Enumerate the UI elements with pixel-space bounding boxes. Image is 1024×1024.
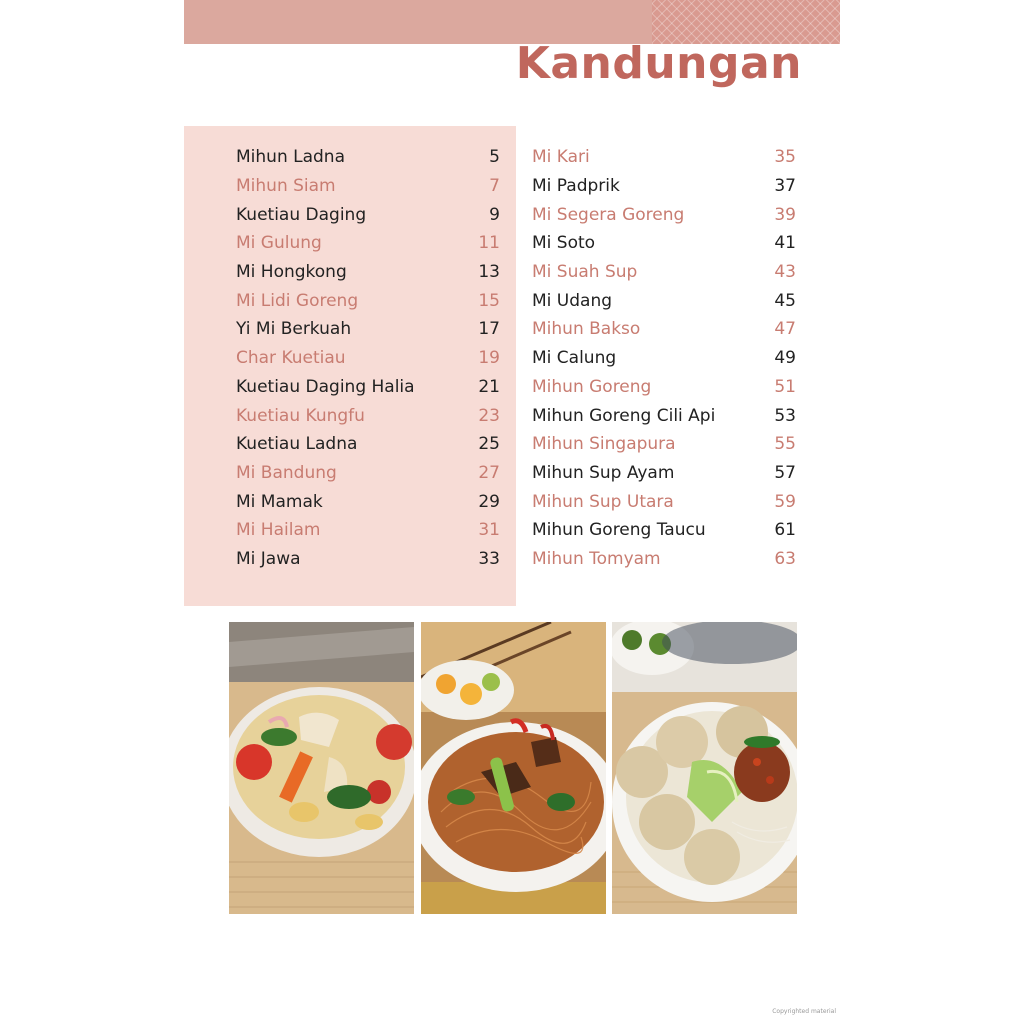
contents-entry <box>532 172 796 201</box>
entry-page: 47 <box>774 319 796 340</box>
contents-entry <box>236 286 500 315</box>
contents-entry <box>236 344 500 373</box>
contents-entry <box>532 373 796 402</box>
contents-entry <box>236 143 500 172</box>
contents-entry <box>532 459 796 488</box>
entry-page: 57 <box>774 462 796 483</box>
entry-page: 35 <box>774 147 796 168</box>
entry-page: 39 <box>774 204 796 225</box>
entry-name: Mi Kari <box>532 147 590 168</box>
entry-page: 41 <box>774 233 796 254</box>
entry-name: Mihun Goreng <box>532 376 652 397</box>
contents-entry <box>236 229 500 258</box>
entry-page: 5 <box>489 147 500 168</box>
entry-name: Kuetiau Daging <box>236 204 367 225</box>
contents-entry <box>236 200 500 229</box>
contents-column-right <box>532 143 796 573</box>
entry-page: 15 <box>478 290 500 311</box>
entry-page: 53 <box>774 405 796 426</box>
contents-entry <box>532 430 796 459</box>
entry-name: Mi Hailam <box>236 520 321 541</box>
contents-entry <box>532 315 796 344</box>
contents-entry <box>236 545 500 574</box>
entry-name: Mi Lidi Goreng <box>236 290 359 311</box>
contents-entry <box>532 286 796 315</box>
entry-name: Mihun Siam <box>236 176 336 197</box>
entry-page: 17 <box>478 319 500 340</box>
entry-name: Mi Udang <box>532 290 613 311</box>
entry-page: 19 <box>478 348 500 369</box>
entry-page: 27 <box>478 462 500 483</box>
entry-name: Kuetiau Kungfu <box>236 405 365 426</box>
entry-page: 23 <box>478 405 500 426</box>
entry-name: Mihun Bakso <box>532 319 641 340</box>
entry-page: 13 <box>478 262 500 283</box>
fried-noodle-photo <box>421 622 606 914</box>
contents-entry <box>532 143 796 172</box>
contents-column-left <box>236 143 500 573</box>
entry-page: 21 <box>478 376 500 397</box>
contents-entry <box>236 459 500 488</box>
entry-name: Mi Jawa <box>236 548 301 569</box>
entry-name: Mi Hongkong <box>236 262 347 283</box>
entry-name: Kuetiau Daging Halia <box>236 376 415 397</box>
entry-name: Mihun Singapura <box>532 434 676 455</box>
contents-entry <box>532 401 796 430</box>
entry-page: 59 <box>774 491 796 512</box>
contents-entry <box>532 487 796 516</box>
entry-page: 37 <box>774 176 796 197</box>
contents-entry <box>236 172 500 201</box>
entry-page: 49 <box>774 348 796 369</box>
entry-page: 33 <box>478 548 500 569</box>
entry-name: Char Kuetiau <box>236 348 346 369</box>
entry-name: Kuetiau Ladna <box>236 434 358 455</box>
contents-entry <box>236 516 500 545</box>
entry-name: Mihun Sup Ayam <box>532 462 675 483</box>
entry-name: Mi Soto <box>532 233 596 254</box>
entry-name: Mihun Tomyam <box>532 548 661 569</box>
contents-entry <box>532 200 796 229</box>
page-title: Kandungan <box>515 38 802 89</box>
entry-name: Mihun Goreng Cili Api <box>532 405 716 426</box>
entry-page: 55 <box>774 434 796 455</box>
entry-page: 25 <box>478 434 500 455</box>
contents-entry <box>532 258 796 287</box>
noodle-soup-photo <box>229 622 414 914</box>
entry-name: Mihun Sup Utara <box>532 491 674 512</box>
entry-name: Mi Bandung <box>236 462 337 483</box>
contents-entry <box>532 229 796 258</box>
entry-page: 11 <box>478 233 500 254</box>
entry-page: 29 <box>478 491 500 512</box>
contents-entry <box>236 373 500 402</box>
entry-name: Mihun Ladna <box>236 147 345 168</box>
contents-entry <box>236 401 500 430</box>
contents-entry <box>236 430 500 459</box>
entry-name: Mi Calung <box>532 348 617 369</box>
entry-page: 63 <box>774 548 796 569</box>
contents-entry <box>532 516 796 545</box>
entry-name: Yi Mi Berkuah <box>236 319 352 340</box>
contents-entry <box>236 315 500 344</box>
contents-entry <box>532 545 796 574</box>
entry-page: 43 <box>774 262 796 283</box>
entry-name: Mi Gulung <box>236 233 322 254</box>
entry-name: Mi Padprik <box>532 176 620 197</box>
entry-page: 7 <box>489 176 500 197</box>
entry-name: Mi Mamak <box>236 491 323 512</box>
entry-page: 51 <box>774 376 796 397</box>
contents-entry <box>532 344 796 373</box>
entry-page: 31 <box>478 520 500 541</box>
copyright-note: Copyrighted material <box>772 1008 836 1015</box>
entry-name: Mihun Goreng Taucu <box>532 520 706 541</box>
contents-entry <box>236 487 500 516</box>
bakso-noodle-photo <box>612 622 797 914</box>
contents-entry <box>236 258 500 287</box>
entry-name: Mi Suah Sup <box>532 262 638 283</box>
entry-name: Mi Segera Goreng <box>532 204 685 225</box>
entry-page: 9 <box>489 204 500 225</box>
entry-page: 61 <box>774 520 796 541</box>
entry-page: 45 <box>774 290 796 311</box>
